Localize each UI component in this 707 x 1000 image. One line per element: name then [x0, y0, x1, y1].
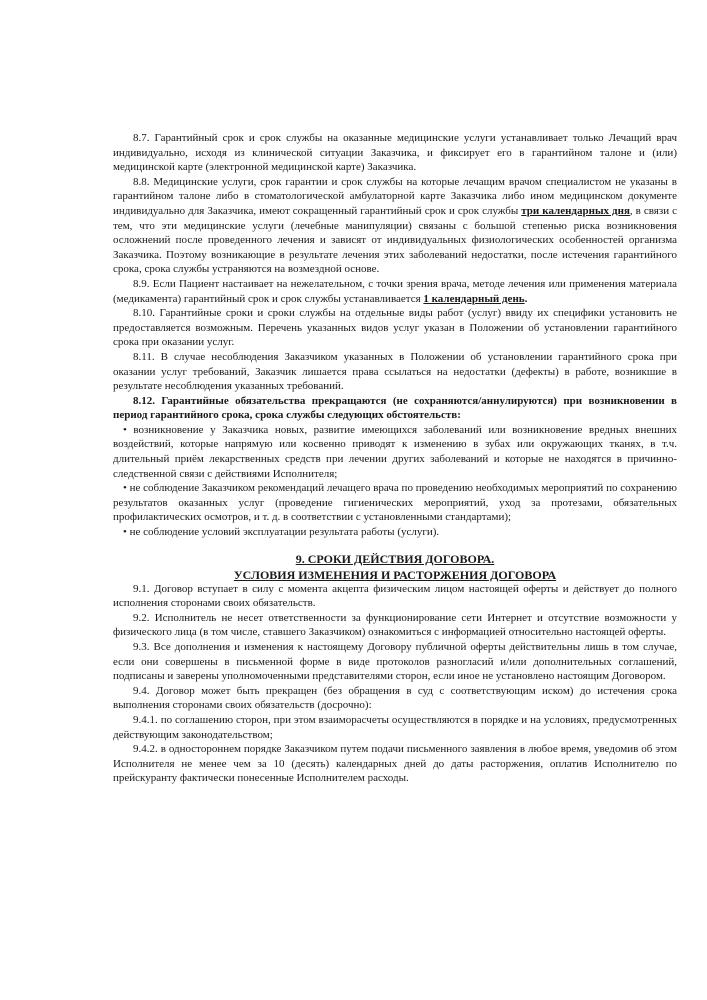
clause-8-9	[113, 277, 677, 306]
bullet-item-2: • не соблюдение Заказчиком рекомендаций лечащего врача по проведению необходимых мероприятий по сохранению результатов оказанных услуг (проведение гигиенических мероприятий, уход за протезами, обязательных профилактических осмотров, и т. д. в соответствии с установленными стандартами);	[113, 482, 677, 524]
section-gap	[113, 540, 677, 552]
section-9-subheading: УСЛОВИЯ ИЗМЕНЕНИЯ И РАСТОРЖЕНИЯ ДОГОВОРА	[233, 567, 557, 582]
clause-8-10: 8.10. Гарантийные сроки и сроки службы на отдельные виды работ (услуг) ввиду их специфики установить не предоставляется возможным. Перечень указанных видов услуг указан в Положении об установлении гарантийного срока при оказании услуг.	[113, 307, 677, 349]
clause-8-9-underlined: 1 календарный день	[423, 292, 525, 305]
clause-9-4: 9.4. Договор может быть прекращен (без обращения в суд с соответствующим иском) до истечения срока выполнения сторонами своих обязательств (досрочно):	[113, 684, 677, 712]
clause-8-11: 8.11. В случае несоблюдения Заказчиком указанных в Положении об установлении гарантийного срока при оказании услуг требований, Заказчик лишается права ссылаться на недостатки (дефекты) в работе, возникшие в результате несоблюдения указанных требований.	[113, 350, 677, 393]
clause-9-2: 9.2. Исполнитель не несет ответственности за функционирование сети Интернет и отсутствие возможности у физического лица (в том числе, ставшего Заказчиком) ознакомиться с информацией относительно настоящей оферты.	[113, 611, 677, 639]
clause-9-4-2: 9.4.2. в одностороннем порядке Заказчиком путем подачи письменного заявления в любое время, уведомив об этом Исполнителя не менее чем за 10 (десять) календарных дней до даты расторжения, оплатив Исполнителю по прейскуранту фактически понесенные Исполнителем расходы.	[113, 743, 677, 785]
clause-8-9-end: .	[524, 292, 528, 305]
clause-8-7: 8.7. Гарантийный срок и срок службы на оказанные медицинские услуги устанавливает только Лечащий врач индивидуально, исходя из клинической ситуации Заказчика, и фиксирует его в гарантийном талоне и (или) медицинской карте (электронной медицинской карте) Заказчика.	[113, 132, 677, 174]
clause-8-8-text-b: , в связи с тем, что эти медицинские услуги (лечебные манипуляции) связаны с большой степенью риска возникновения осложнений после проведенного лечения и зависят от индивидуальных физиологических особенностей организма Заказчика. Поэтому возникающие в результате лечения этих заболеваний недостатки, после истечения гарантийного срока, срока службы устраняются на возмездной основе.	[113, 204, 677, 276]
clause-9-1: 9.1. Договор вступает в силу с момента акцепта физическим лицом настоящей оферты и действует до полного исполнения сторонами своих обязательств.	[113, 582, 677, 610]
clause-8-8-underlined: три календарных дня	[521, 204, 630, 217]
section-9-heading: 9. СРОКИ ДЕЙСТВИЯ ДОГОВОРА.	[295, 551, 495, 566]
clause-8-9-text-a: 8.9. Если Пациент настаивает на нежелательном, с точки зрения врача, методе лечения или применения материала (медикамента) гарантийный срок и срок службы устанавливается	[113, 277, 677, 305]
bullet-item-1: • возникновение у Заказчика новых, развитие имеющихся заболеваний или возникновение вредных внешних воздействий, которые напрямую или косвенно приводят к изменению в зубах или окружающих тканях, в т.ч. длительный приём лекарственных средств при лечении других заболеваний и которые не находятся в причинно-следственной связи с действиями Исполнителя;	[113, 423, 677, 480]
clause-8-12: 8.12. Гарантийные обязательства прекращаются (не сохраняются/аннулируются) при возникновении в период гарантийного срока, срока службы следующих обстоятельств:	[113, 394, 677, 422]
clause-9-3: 9.3. Все дополнения и изменения к настоящему Договору публичной оферты действительны лишь в том случае, если они совершены в письменной форме в виде протоколов разногласий и/или дополнительных соглашений, подписаны и заверены уполномоченными представителями сторон, если иное не установлено настоящим Договором.	[113, 641, 677, 683]
clause-8-8-text-a: 8.8. Медицинские услуги, срок гарантии и срок службы на которые лечащим врачом специалистом не указаны в гарантийном талоне либо в стоматологической амбулаторной карте Заказчика либо ином медицинском документе индивидуально для Заказчика, имеют сокращенный гарантийный срок и срок службы	[113, 175, 677, 217]
clause-8-8	[113, 175, 677, 277]
bullet-item-3: • не соблюдение условий эксплуатации результата работы (услуги).	[123, 526, 440, 539]
clause-9-4-1: 9.4.1. по соглашению сторон, при этом взаиморасчеты осуществляются в порядке и на условиях, предусмотренных действующим законодательством;	[113, 713, 677, 741]
